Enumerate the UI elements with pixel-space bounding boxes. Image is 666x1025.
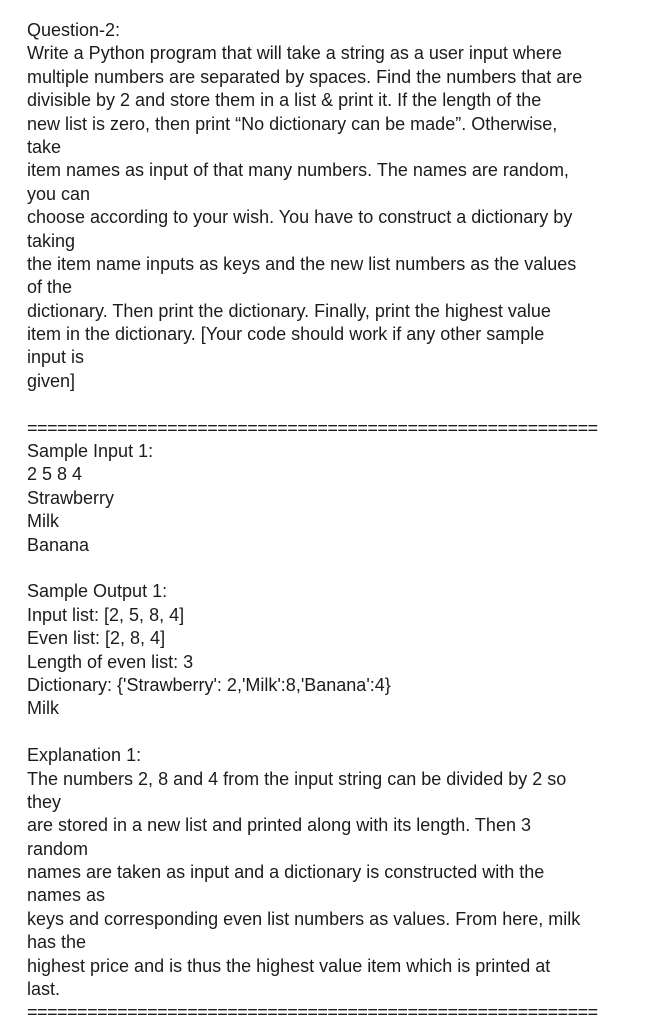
question-line: Write a Python program that will take a string as a user input where	[27, 43, 562, 64]
sample-output-line: Even list: [2, 8, 4]	[27, 628, 166, 649]
explanation-line: has the	[27, 932, 87, 953]
sample-output-line: Input list: [2, 5, 8, 4]	[27, 604, 185, 625]
sample-output-block	[27, 580, 647, 720]
spacer	[27, 557, 647, 580]
sample-output-line: Milk	[27, 698, 59, 719]
sample-output-line: Dictionary: {'Strawberry': 2,'Milk':8,'Banana':4}	[27, 674, 391, 695]
explanation-line: last.	[27, 979, 61, 1000]
question-line: input is	[27, 347, 85, 368]
question-block	[27, 19, 647, 393]
question-line: of the	[27, 277, 73, 298]
spacer	[27, 393, 647, 416]
spacer	[27, 721, 647, 744]
sample-output-line: Length of even list: 3	[27, 651, 194, 672]
question-line: item in the dictionary. [Your code should work if any other sample	[27, 324, 545, 345]
sample-input-line: 2 5 8 4	[27, 464, 83, 485]
explanation-block	[27, 744, 647, 1001]
separator-top: =========================================================	[27, 417, 598, 438]
explanation-heading: Explanation 1:	[27, 745, 142, 766]
sample-input-heading: Sample Input 1:	[27, 441, 154, 462]
question-line: the item name inputs as keys and the new list numbers as the values	[27, 253, 577, 274]
question-line: multiple numbers are separated by spaces. Find the numbers that are	[27, 66, 583, 87]
sample-input-line: Milk	[27, 511, 59, 532]
explanation-line: highest price and is thus the highest value item which is printed at	[27, 955, 551, 976]
explanation-line: names are taken as input and a dictionary is constructed with the	[27, 862, 545, 883]
sample-input-line: Strawberry	[27, 487, 115, 508]
sample-input-block	[27, 440, 647, 557]
question-line: dictionary. Then print the dictionary. Finally, print the highest value	[27, 300, 551, 321]
question-title: Question-2:	[27, 20, 121, 40]
separator-bottom: =========================================================	[27, 1002, 598, 1023]
sample-output-heading: Sample Output 1:	[27, 581, 168, 602]
question-line: new list is zero, then print “No dictionary can be made”. Otherwise,	[27, 113, 558, 134]
explanation-line: they	[27, 791, 62, 812]
document	[27, 19, 647, 1025]
question-line: divisible by 2 and store them in a list & print it. If the length of the	[27, 90, 542, 111]
explanation-line: names as	[27, 885, 106, 906]
question-line: given]	[27, 370, 76, 391]
question-line: taking	[27, 230, 76, 251]
explanation-line: The numbers 2, 8 and 4 from the input string can be divided by 2 so	[27, 768, 567, 789]
question-line: you can	[27, 183, 91, 204]
question-line: item names as input of that many numbers. The names are random,	[27, 160, 569, 181]
explanation-line: random	[27, 838, 89, 859]
question-line: choose according to your wish. You have to construct a dictionary by	[27, 207, 573, 228]
explanation-line: keys and corresponding even list numbers as values. From here, milk	[27, 908, 581, 929]
question-line: take	[27, 136, 62, 157]
sample-input-line: Banana	[27, 534, 90, 555]
explanation-line: are stored in a new list and printed along with its length. Then 3	[27, 815, 531, 836]
